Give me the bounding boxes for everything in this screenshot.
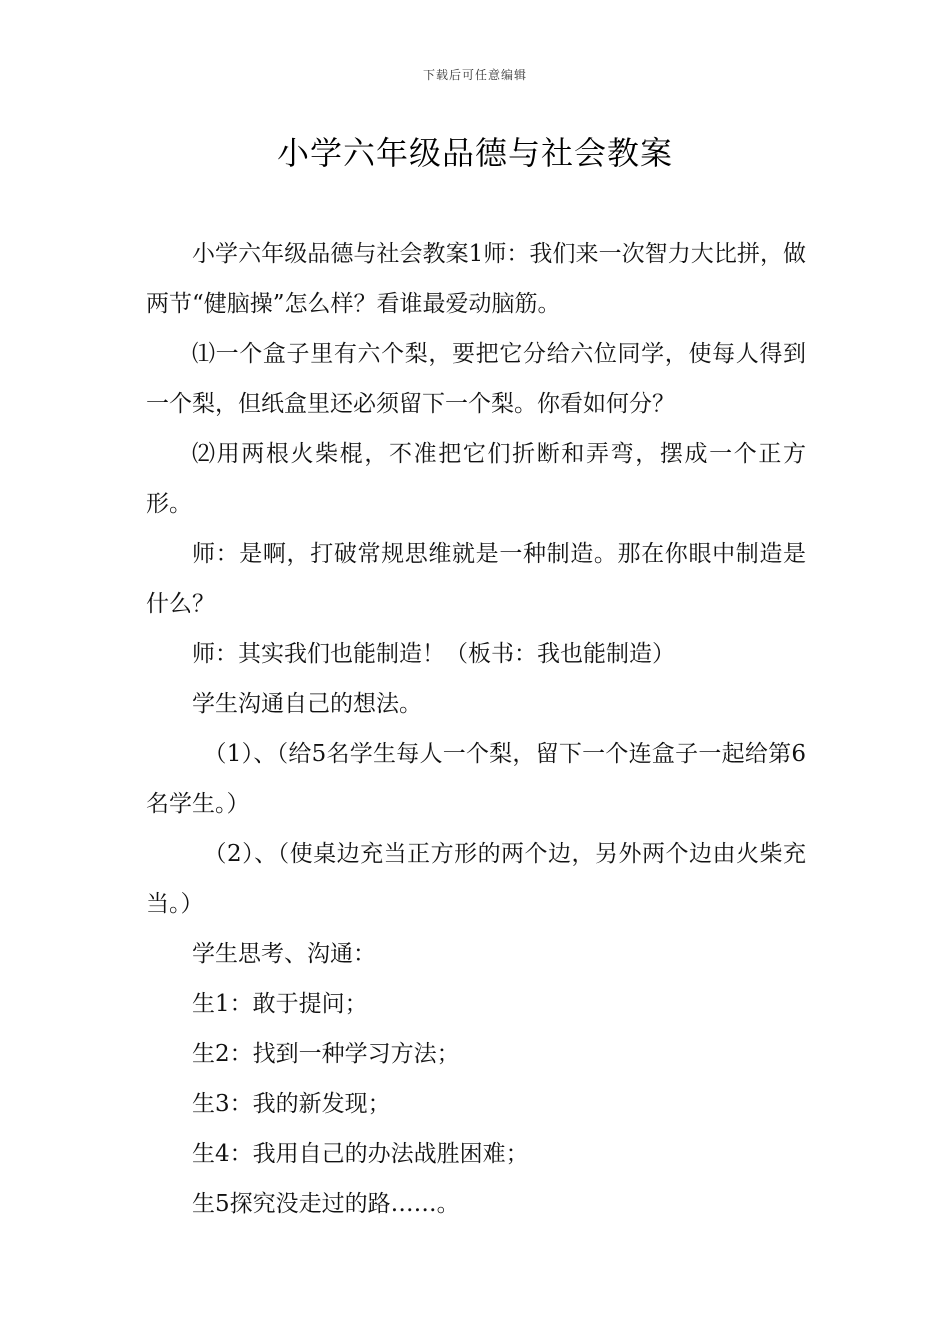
paragraph-teacher-board: 师：其实我们也能制造！（板书：我也能制造）: [192, 641, 675, 667]
document-title: 小学六年级品德与社会教案: [276, 134, 673, 172]
paragraph-students-share: 学生沟通自己的想法。: [192, 691, 422, 717]
paragraph-students-think: 学生思考、沟通：: [192, 941, 376, 967]
paragraph-student-1: 生1：敢于提问；: [192, 991, 368, 1017]
paragraph-student-4: 生4：我用自己的办法战胜困难；: [192, 1141, 529, 1167]
document-body: [146, 229, 806, 1229]
paragraph-answer-1: （1）、（给5名学生每人一个梨，留下一个连盒子一起给第6名学生。）: [146, 741, 806, 817]
paragraph-student-3: 生3：我的新发现；: [192, 1091, 391, 1117]
paragraph-puzzle-1: ⑴一个盒子里有六个梨，要把它分给六位同学，使每人得到一个梨，但纸盒里还必须留下一个梨。你看如何分？: [146, 341, 806, 417]
paragraph-puzzle-2: ⑵用两根火柴棍，不准把它们折断和弄弯，摆成一个正方形。: [146, 441, 806, 517]
paragraph-answer-2: （2）、（使桌边充当正方形的两个边，另外两个边由火柴充当。）: [146, 841, 806, 917]
paragraph-student-5: 生5探究没走过的路……。: [192, 1191, 460, 1217]
paragraph-teacher-question: 师：是啊，打破常规思维就是一种制造。那在你眼中制造是什么？: [146, 541, 806, 617]
paragraph-intro: 小学六年级品德与社会教案1师：我们来一次智力大比拼，做两节“健脑操”怎么样？看谁最爱动脑筋。: [146, 241, 806, 317]
page-header-note: 下载后可任意编辑: [422, 68, 527, 82]
paragraph-student-2: 生2：找到一种学习方法；: [192, 1041, 460, 1067]
